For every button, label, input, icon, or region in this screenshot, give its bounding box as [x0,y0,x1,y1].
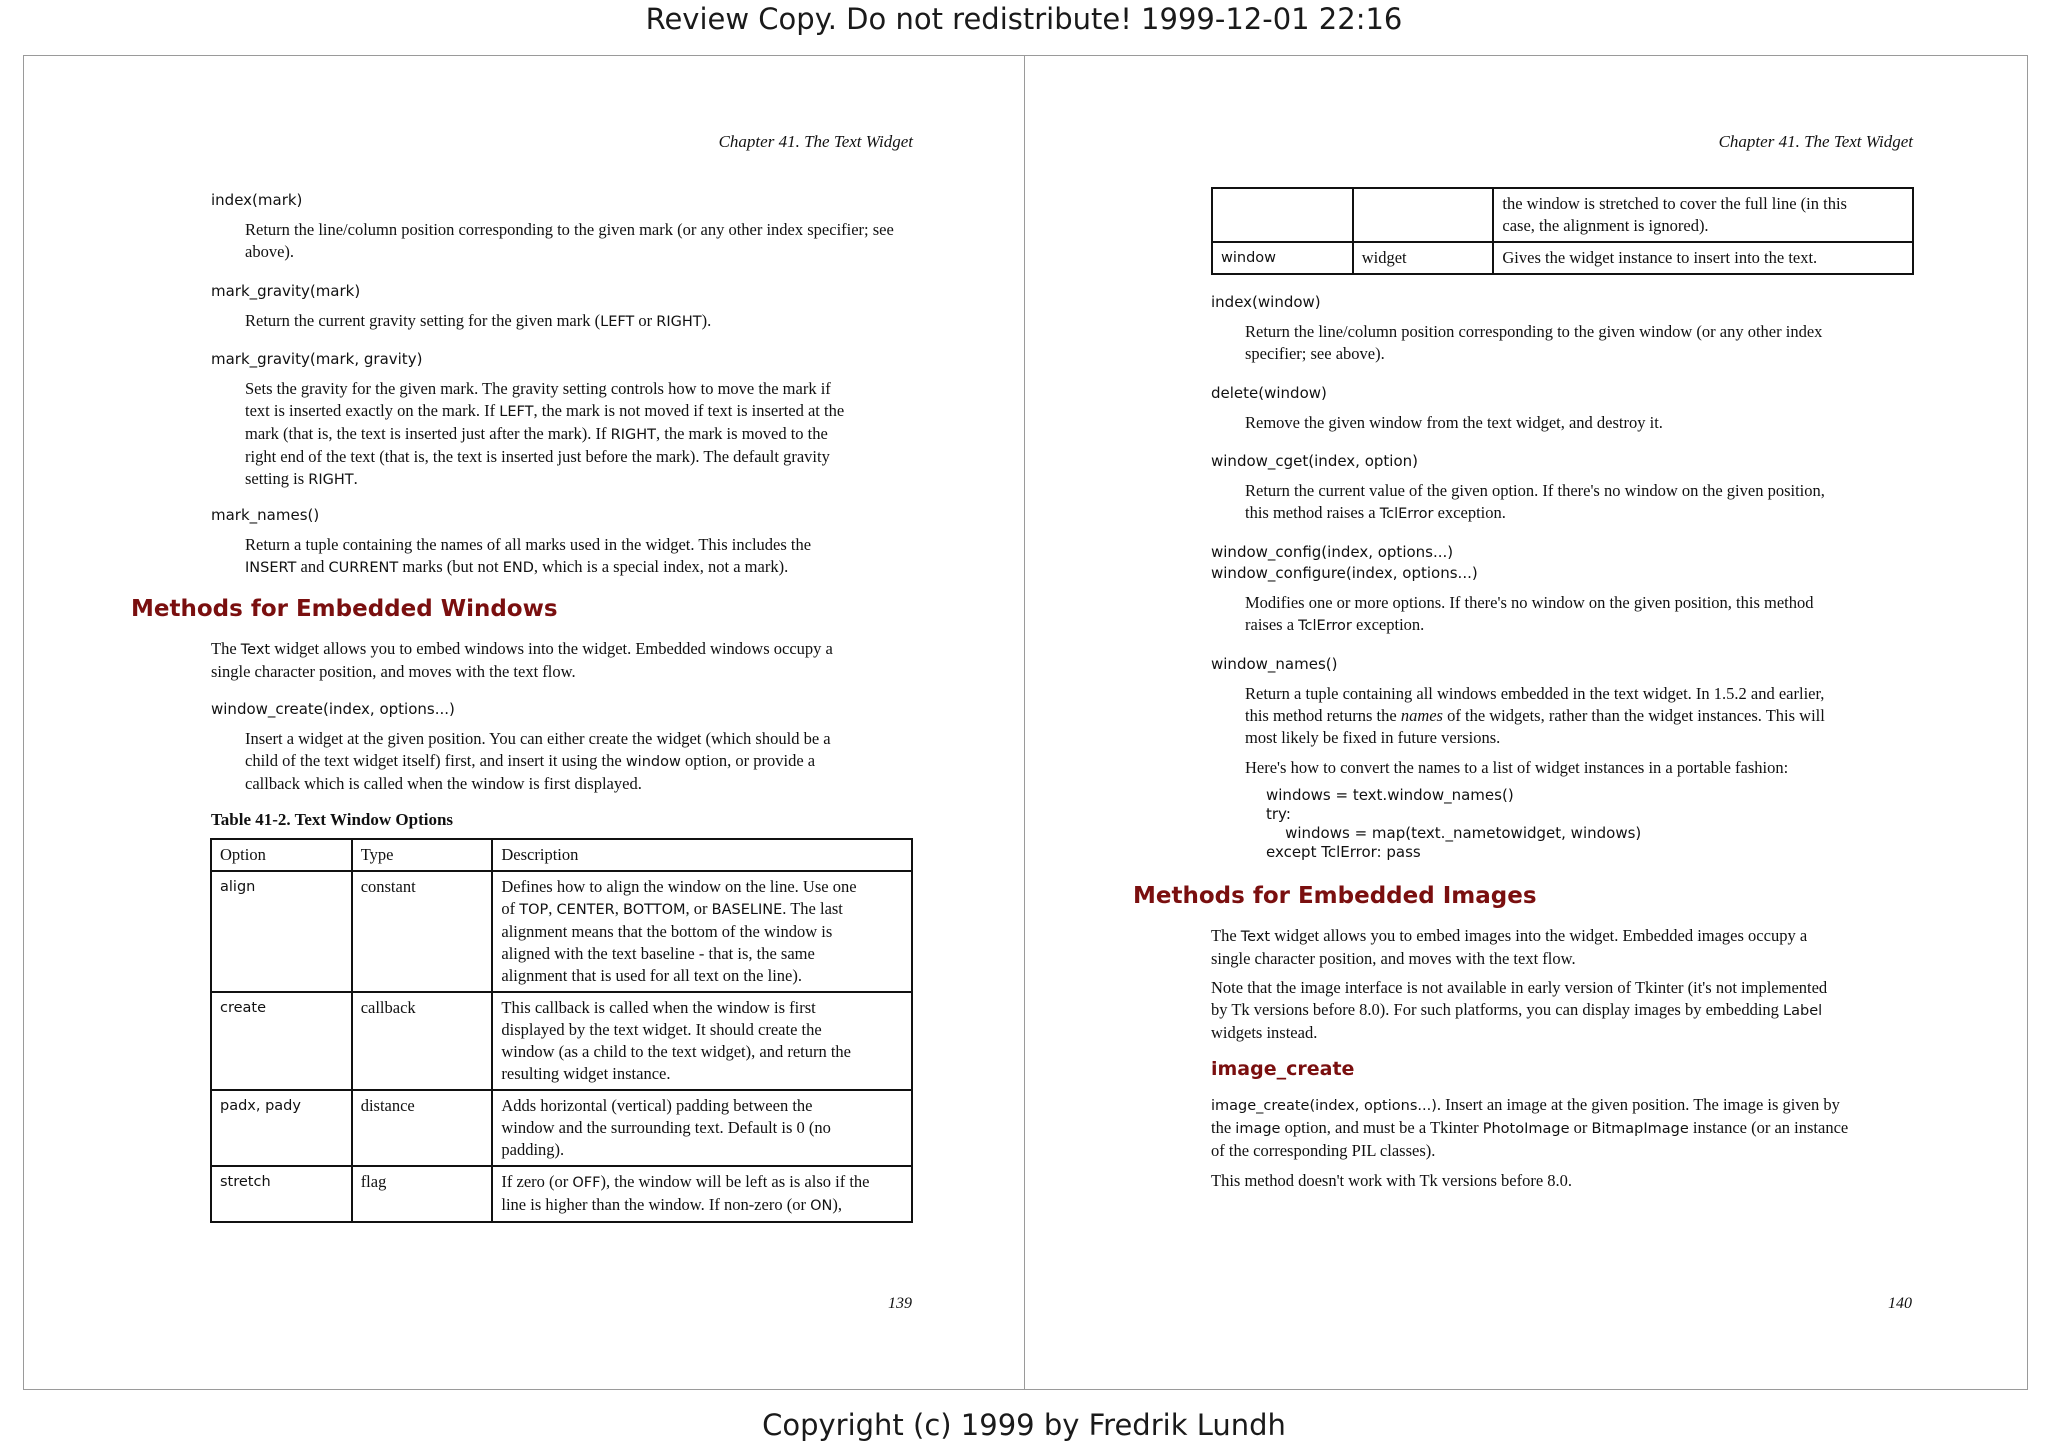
table-header-row [211,839,912,871]
window-options-table-continued [1211,187,1914,275]
sig-window-config: window_config(index, options...) [1211,543,1454,561]
subheading-image-create: image_create [1211,1058,1355,1080]
window-options-table [210,838,913,1223]
type-cell: callback [352,992,493,1090]
option-cell: window [1212,242,1353,274]
desc-window-create: Insert a widget at the given position. You can either create the widget (which should be a child of the text widget itself) first, and insert it using the window option, or provide a callback which is called when the window is first displayed. [245,729,831,793]
sig-mark-names: mark_names() [211,506,320,524]
sig-index-mark: index(mark) [211,191,303,209]
type-cell: flag [352,1166,493,1222]
desc-window-names: Return a tuple containing all windows embedded in the text widget. In 1.5.2 and earlier, this method returns the names of the widgets, rather than the widget instances. This will most likely be fixed in future versions. Here's how to convert the names to a list of widget instances in a portable fashion: [1245,684,1825,777]
sig-window-names: window_names() [1211,655,1338,673]
desc-mark-names: Return a tuple containing the names of all marks used in the widget. This includes the INSERT and CURRENT marks (but not END, which is a special index, not a mark). [245,535,812,576]
sig-mark-gravity-set: mark_gravity(mark, gravity) [211,350,423,368]
left-running-head: Chapter 41. The Text Widget [718,132,913,151]
type-cell [1353,188,1494,242]
table-header-cell: Description [492,839,912,871]
desc-window-config: Modifies one or more options. If there's no window on the given position, this method raises a TclError exception. [1245,593,1814,634]
description-cell: the window is stretched to cover the full line (in this case, the alignment is ignored). [1493,188,1913,242]
table-row [1212,242,1913,274]
description-cell: If zero (or OFF), the window will be left as is also if the line is higher than the window. If non-zero (or ON), [492,1166,912,1222]
description-cell: Defines how to align the window on the line. Use one of TOP, CENTER, BOTTOM, or BASELINE. The last alignment means that the bottom of the window is aligned with the text baseline - that is, the same alignment that is used for all text on the line). [492,871,912,992]
right-page-number: 140 [1888,1295,1912,1312]
description-cell: Adds horizontal (vertical) padding between the window and the surrounding text. Default is 0 (no padding). [492,1090,912,1166]
type-cell: constant [352,871,493,992]
table-header-cell: Type [352,839,493,871]
table-caption: Table 41-2. Text Window Options [211,810,454,829]
note-image-interface: Note that the image interface is not available in early version of Tkinter (it's not implemented by Tk versions before 8.0). For such platforms, you can display images by embedding Label widgets instead. [1211,978,1828,1042]
desc-mark-gravity: Return the current gravity setting for the given mark (LEFT or RIGHT). [245,311,712,330]
section-heading-embedded-windows: Methods for Embedded Windows [131,596,558,622]
option-cell: stretch [211,1166,352,1222]
option-cell [1212,188,1353,242]
section-heading-embedded-images: Methods for Embedded Images [1133,883,1537,909]
intro-embedded-images: The Text widget allows you to embed images into the widget. Embedded images occupy a single character position, and moves with the text flow. [1211,926,1808,968]
type-cell: widget [1353,242,1494,274]
right-running-head: Chapter 41. The Text Widget [1718,132,1913,151]
table-header-cell: Option [211,839,352,871]
sig-mark-gravity: mark_gravity(mark) [211,282,361,300]
option-cell: padx, pady [211,1090,352,1166]
review-copy-banner: Review Copy. Do not redistribute! 1999-12-01 22:16 [645,2,1403,36]
sig-window-cget: window_cget(index, option) [1211,452,1418,470]
sig-window-configure: window_configure(index, options...) [1211,564,1478,582]
option-cell: create [211,992,352,1090]
sig-delete-window: delete(window) [1211,384,1327,402]
desc-window-cget: Return the current value of the given option. If there's no window on the given position, this method raises a TclError exception. [1245,481,1825,522]
copyright-banner: Copyright (c) 1999 by Fredrik Lundh [762,1408,1286,1442]
intro-embedded-windows: The Text widget allows you to embed windows into the widget. Embedded windows occupy a single character position, and moves with the text flow. [211,639,833,681]
desc-delete-window: Remove the given window from the text widget, and destroy it. [1245,413,1663,432]
left-page-number: 139 [888,1295,912,1312]
table-row [211,1090,912,1166]
type-cell: distance [352,1090,493,1166]
table-row [1212,188,1913,242]
description-cell: This callback is called when the window is first displayed by the text widget. It should create the window (as a child to the text widget), and return the resulting widget instance. [492,992,912,1090]
sig-index-window: index(window) [1211,293,1321,311]
table-row [211,992,912,1090]
desc-index-mark: Return the line/column position corresponding to the given mark (or any other index specifier; see above). [245,220,894,261]
sig-window-create: window_create(index, options...) [211,700,455,718]
desc-mark-gravity-set: Sets the gravity for the given mark. The gravity setting controls how to move the mark if text is inserted exactly on the mark. If LEFT, the mark is not moved if text is inserted at the mark (that is, the text is inserted just after the mark). If RIGHT, the mark is moved to the right end of the text (that is, the text is inserted just before the mark). The default gravity setting is RIGHT. [245,379,845,488]
page-divider [1024,55,1025,1389]
table-row [211,1166,912,1222]
description-cell: Gives the widget instance to insert into the text. [1493,242,1913,274]
desc-index-window: Return the line/column position corresponding to the given window (or any other index specifier; see above). [1245,322,1823,363]
option-cell: align [211,871,352,992]
table-row [211,871,912,992]
desc-image-create: image_create(index, options...). Insert an image at the given position. The image is given by the image option, and must be a Tkinter PhotoImage or BitmapImage instance (or an instance of the corresponding PIL classes). This method doesn't work with Tk versions before 8.0. [1211,1095,1849,1190]
code-window-names-example: windows = text.window_names() try: windows = map(text._nametowidget, windows) except TclError: pass [1266,786,1642,861]
